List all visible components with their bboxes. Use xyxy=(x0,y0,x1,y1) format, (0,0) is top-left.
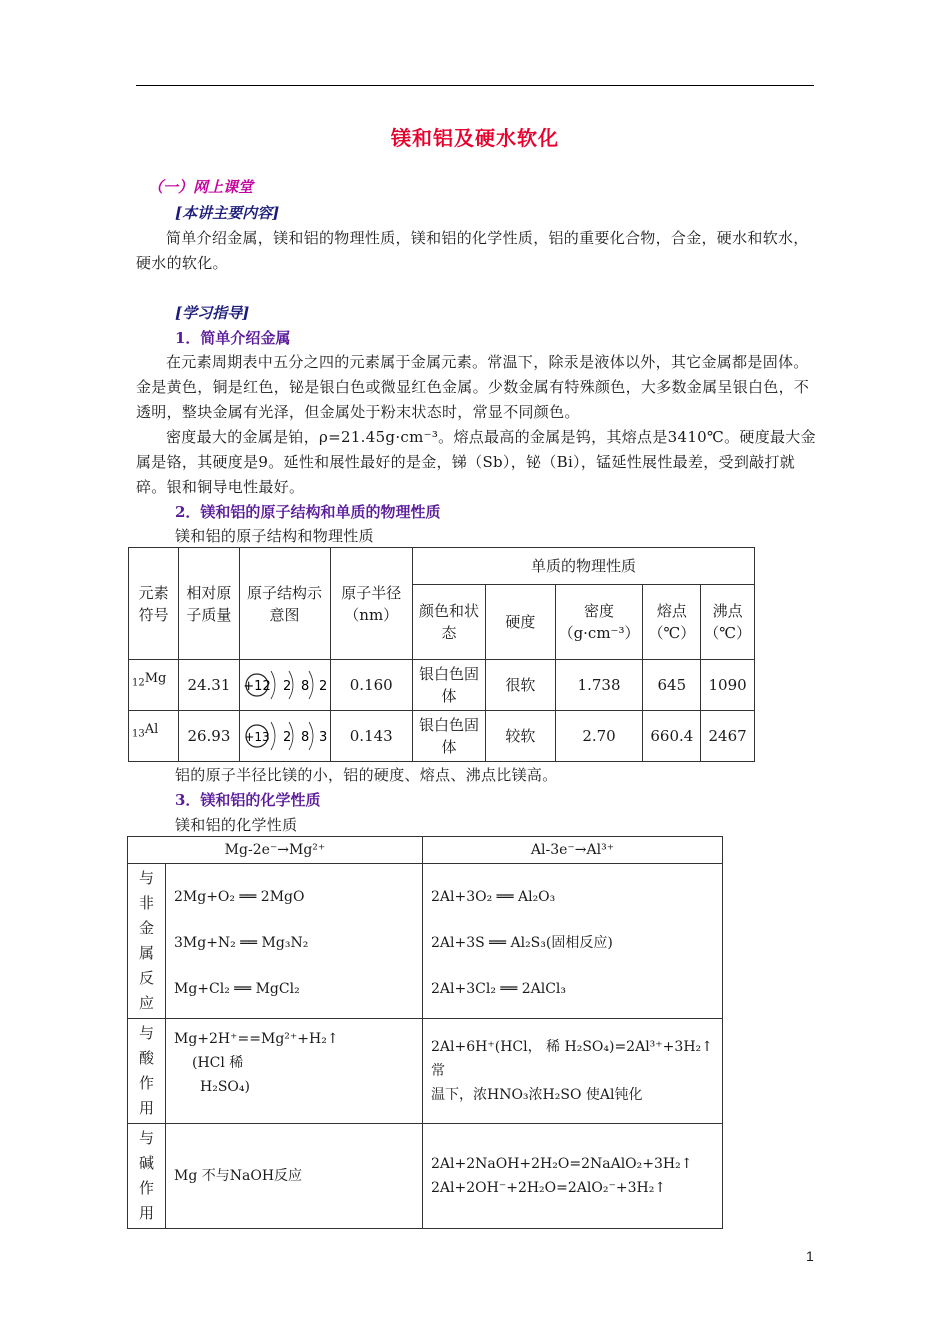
al-acid-cell xyxy=(423,1019,723,1124)
page-number: 1 xyxy=(806,1248,814,1264)
equation: 2Al+6H⁺(HCl， 稀 H₂SO₄)=2Al³⁺+3H₂↑ 常 xyxy=(431,1039,713,1079)
row-label: 与碱作用 xyxy=(128,1124,166,1229)
heading-3: 3．镁和铝的化学性质 xyxy=(175,791,321,809)
mg-header: Mg-2e⁻→Mg²⁺ xyxy=(128,837,423,864)
cell-bp: 1090 xyxy=(701,660,755,711)
cell-density: 2.70 xyxy=(555,711,643,762)
table-row xyxy=(128,1124,723,1229)
paragraph-extremes: 密度最大的金属是铂，ρ=21.45g·cm⁻³。熔点最高的金属是钨，其熔点是3410℃。硬度最大金属是铬，其硬度是9。延性和展性最好的是金，锑（Sb），铋（Bi），锰延性展性最差，受到敲打就碎。银和铜导电性最好。 xyxy=(136,428,816,496)
shell-3: 2 xyxy=(318,679,327,694)
element-symbol: Mg xyxy=(144,671,167,686)
table-row xyxy=(129,660,755,711)
element-symbol: Al xyxy=(144,722,159,737)
equation: 2Mg+O₂ ══ 2MgO xyxy=(174,889,305,905)
page-title: 镁和铝及硬水软化 xyxy=(391,126,559,150)
cell-mass: 26.93 xyxy=(179,711,239,762)
equation: 2Al+3Cl₂ ══ 2AlCl₃ xyxy=(431,981,566,997)
mg-base-cell xyxy=(166,1124,423,1229)
cell-mass: 24.31 xyxy=(179,660,239,711)
equation: 2Al+2NaOH+2H₂O=2NaAlO₂+3H₂↑ xyxy=(431,1156,693,1172)
heading-2: 2．镁和铝的原子结构和单质的物理性质 xyxy=(175,503,441,521)
physical-properties-table xyxy=(128,547,755,762)
header-color: 颜色和状态 xyxy=(412,585,485,660)
subheading-guide: [学习指导] xyxy=(175,304,250,322)
al-header: Al-3e⁻→Al³⁺ xyxy=(423,837,723,864)
heading-1: 1．简单介绍金属 xyxy=(175,329,291,347)
shell-1: 2 xyxy=(282,730,291,745)
equation: Mg+Cl₂ ══ MgCl₂ xyxy=(174,981,300,997)
row-label: 与非金属反应 xyxy=(128,864,166,1019)
shell-1: 2 xyxy=(282,679,291,694)
equation: 3Mg+N₂ ══ Mg₃N₂ xyxy=(174,935,309,951)
equation: 2Al+2OH⁻+2H₂O=2AlO₂⁻+3H₂↑ xyxy=(431,1180,667,1196)
header-hardness: 硬度 xyxy=(486,585,555,660)
al-base-cell xyxy=(423,1124,723,1229)
table2-caption: 镁和铝的化学性质 xyxy=(175,816,298,834)
subheading-content: [本讲主要内容] xyxy=(175,204,280,222)
equation-note: (HCl 稀 xyxy=(192,1055,244,1071)
header-diagram: 原子结构示意图 xyxy=(239,548,330,660)
paragraph-metals: 在元素周期表中五分之四的元素属于金属元素。常温下，除汞是液体以外，其它金属都是固体。金是黄色，铜是红色，铋是银白色或微显红色金属。少数金属有特殊颜色，大多数金属呈银白色，不透明，整块金属有光泽，但金属处于粉末状态时，常显不同颜色。 xyxy=(136,353,810,421)
header-physical: 单质的物理性质 xyxy=(412,548,754,585)
table-row xyxy=(128,864,723,1019)
equation: 2Al+3S ══ Al₂S₃(固相反应) xyxy=(431,935,613,951)
nucleus-charge: +13 xyxy=(243,730,270,744)
cell-symbol xyxy=(129,711,179,762)
header-mass: 相对原子质量 xyxy=(179,548,239,660)
cell-bp: 2467 xyxy=(701,711,755,762)
shell-3: 3 xyxy=(318,730,327,745)
nucleus-charge: +12 xyxy=(242,679,271,694)
cell-density: 1.738 xyxy=(555,660,643,711)
cell-radius: 0.160 xyxy=(330,660,412,711)
cell-mp: 660.4 xyxy=(643,711,701,762)
row-label: 与酸作用 xyxy=(128,1019,166,1124)
cell-symbol xyxy=(129,660,179,711)
cell-radius: 0.143 xyxy=(330,711,412,762)
shell-2: 8 xyxy=(300,730,309,745)
table1-caption: 镁和铝的原子结构和物理性质 xyxy=(175,527,374,545)
al-nonmetal-cell xyxy=(423,864,723,1019)
mg-nonmetal-cell xyxy=(166,864,423,1019)
header-mp: 熔点（℃） xyxy=(643,585,701,660)
atom-diagram-al xyxy=(239,711,330,762)
equation: Mg+2H⁺==Mg²⁺+H₂↑ xyxy=(174,1031,339,1047)
table-row xyxy=(129,711,755,762)
equation: 温下，浓HNO₃浓H₂SO 使Al钝化 xyxy=(431,1087,643,1103)
atom-diagram-mg xyxy=(239,660,330,711)
header-symbol: 元素符号 xyxy=(129,548,179,660)
equation-note: H₂SO₄) xyxy=(200,1079,250,1095)
table-row xyxy=(128,1019,723,1124)
header-density: 密度（g·cm⁻³） xyxy=(555,585,643,660)
header-radius: 原子半径（nm） xyxy=(330,548,412,660)
chemical-properties-table xyxy=(127,836,723,1229)
atomic-number: 13 xyxy=(132,728,145,740)
mg-acid-cell xyxy=(166,1019,423,1124)
cell-color: 银白色固体 xyxy=(412,660,485,711)
section-heading: （一）网上课堂 xyxy=(148,178,254,196)
shell-2: 8 xyxy=(300,679,309,694)
cell-hardness: 较软 xyxy=(486,711,555,762)
cell-color: 银白色固体 xyxy=(412,711,485,762)
equation: 2Al+3O₂ ══ Al₂O₃ xyxy=(431,889,556,905)
header-bp: 沸点（℃） xyxy=(701,585,755,660)
cell-hardness: 很软 xyxy=(486,660,555,711)
header-rule xyxy=(136,85,814,86)
atomic-number: 12 xyxy=(132,677,145,689)
intro-paragraph: 简单介绍金属，镁和铝的物理性质，镁和铝的化学性质，铝的重要化合物，合金，硬水和软水，硬水的软化。 xyxy=(136,229,809,272)
equation: Mg 不与NaOH反应 xyxy=(174,1168,303,1184)
cell-mp: 645 xyxy=(643,660,701,711)
note-radius: 铝的原子半径比镁的小，铝的硬度、熔点、沸点比镁高。 xyxy=(175,766,558,784)
